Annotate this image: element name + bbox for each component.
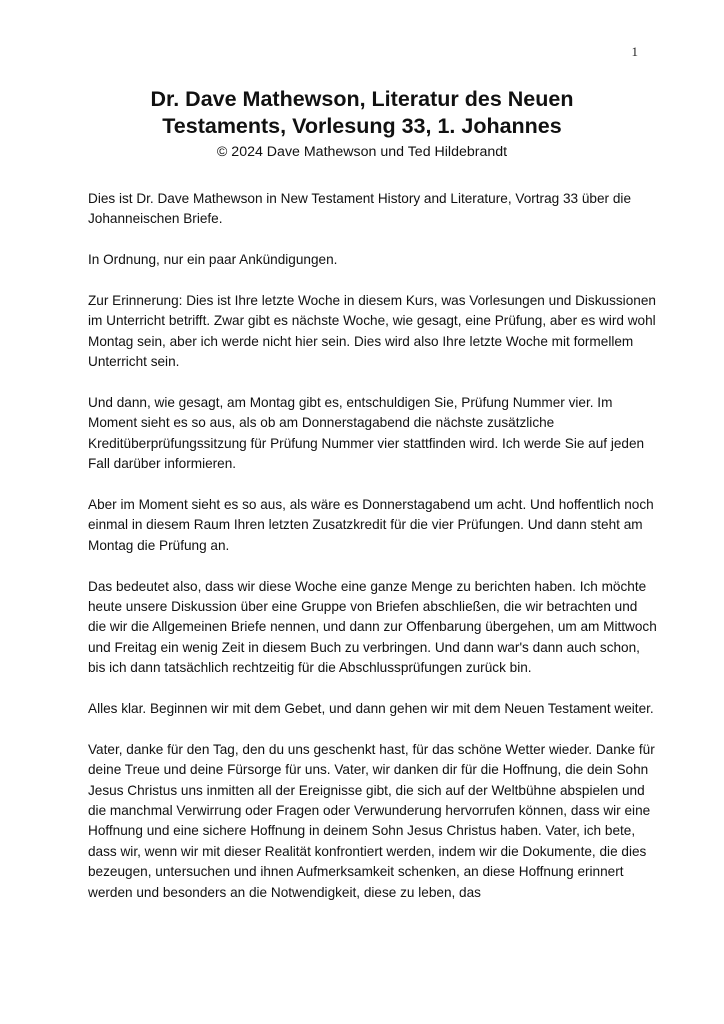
copyright-line: © 2024 Dave Mathewson und Ted Hildebrandt bbox=[216, 144, 508, 160]
paragraph: Aber im Moment sieht es so aus, als wäre es Donnerstagabend um acht. Und hoffentlich noch einmal in diesem Raum Ihren letzten Zusatzkredit für die vier Prüfungen. Und dann steht am Montag die Prüfung an. bbox=[88, 497, 654, 553]
title-line-1: Dr. Dave Mathewson, Literatur des Neuen bbox=[150, 87, 574, 111]
paragraph: Vater, danke für den Tag, den du uns geschenkt hast, für das schöne Wetter wieder. Danke für deine Treue und deine Fürsorge für uns. Vater, wir danken dir für die Hoffnung, die dein Sohn Jesus Christus uns inmitten all der Ereignisse gibt, die sich auf der Weltbühne abspielen und die manchmal Verwirrung oder Fragen oder Verwunderung hervorrufen können, dass wir eine Hoffnung und eine sichere Hoffnung in deinem Sohn Jesus Christus haben. Vater, ich bete, dass wir, wenn wir mit dieser Realität konfrontiert werden, indem wir die Dokumente, die dies bezeugen, untersuchen und ihnen Aufmerksamkeit schenken, an diese Hoffnung erinnert werden und besonders an die Notwendigkeit, diese zu leben, das bbox=[88, 741, 655, 900]
paragraph: Zur Erinnerung: Dies ist Ihre letzte Woche in diesem Kurs, was Vorlesungen und Diskussionen im Unterricht betrifft. Zwar gibt es nächste Woche, wie gesagt, eine Prüfung, aber es wird wohl Montag sein, aber ich werde nicht hier sein. Dies wird also Ihre letzte Woche mit formellem Unterricht sein. bbox=[88, 293, 656, 370]
paragraph: In Ordnung, nur ein paar Ankündigungen. bbox=[88, 252, 338, 268]
paragraph: Alles klar. Beginnen wir mit dem Gebet, und dann gehen wir mit dem Neuen Testament weiter. bbox=[88, 701, 654, 717]
document-body bbox=[88, 189, 658, 924]
document-header bbox=[70, 86, 654, 162]
page-number: 1 bbox=[631, 44, 638, 59]
paragraph: Das bedeutet also, dass wir diese Woche eine ganze Menge zu berichten haben. Ich möchte heute unsere Diskussion über eine Gruppe von Briefen abschließen, die wir betrachten und die wir die Allgemeinen Briefe nennen, und dann zur Offenbarung übergehen, um am Mittwoch und Freitag ein wenig Zeit in diesem Buch zu verbringen. Und dann war's dann auch schon, bis ich dann tatsächlich rechtzeitig für die Abschlussprüfungen zurück bin. bbox=[88, 578, 657, 676]
paragraph: Dies ist Dr. Dave Mathewson in New Testament History and Literature, Vortrag 33 über die Johanneischen Briefe. bbox=[88, 191, 631, 227]
title-line-2: Testaments, Vorlesung 33, 1. Johannes bbox=[162, 114, 562, 138]
paragraph: Und dann, wie gesagt, am Montag gibt es, entschuldigen Sie, Prüfung Nummer vier. Im Moment sieht es so aus, als ob am Donnerstagabend die nächste zusätzliche Kreditüberprüfungssitzung für Prüfung Nummer vier stattfinden wird. Ich werde Sie auf jeden Fall darüber informieren. bbox=[88, 395, 645, 472]
document-title bbox=[70, 86, 654, 140]
